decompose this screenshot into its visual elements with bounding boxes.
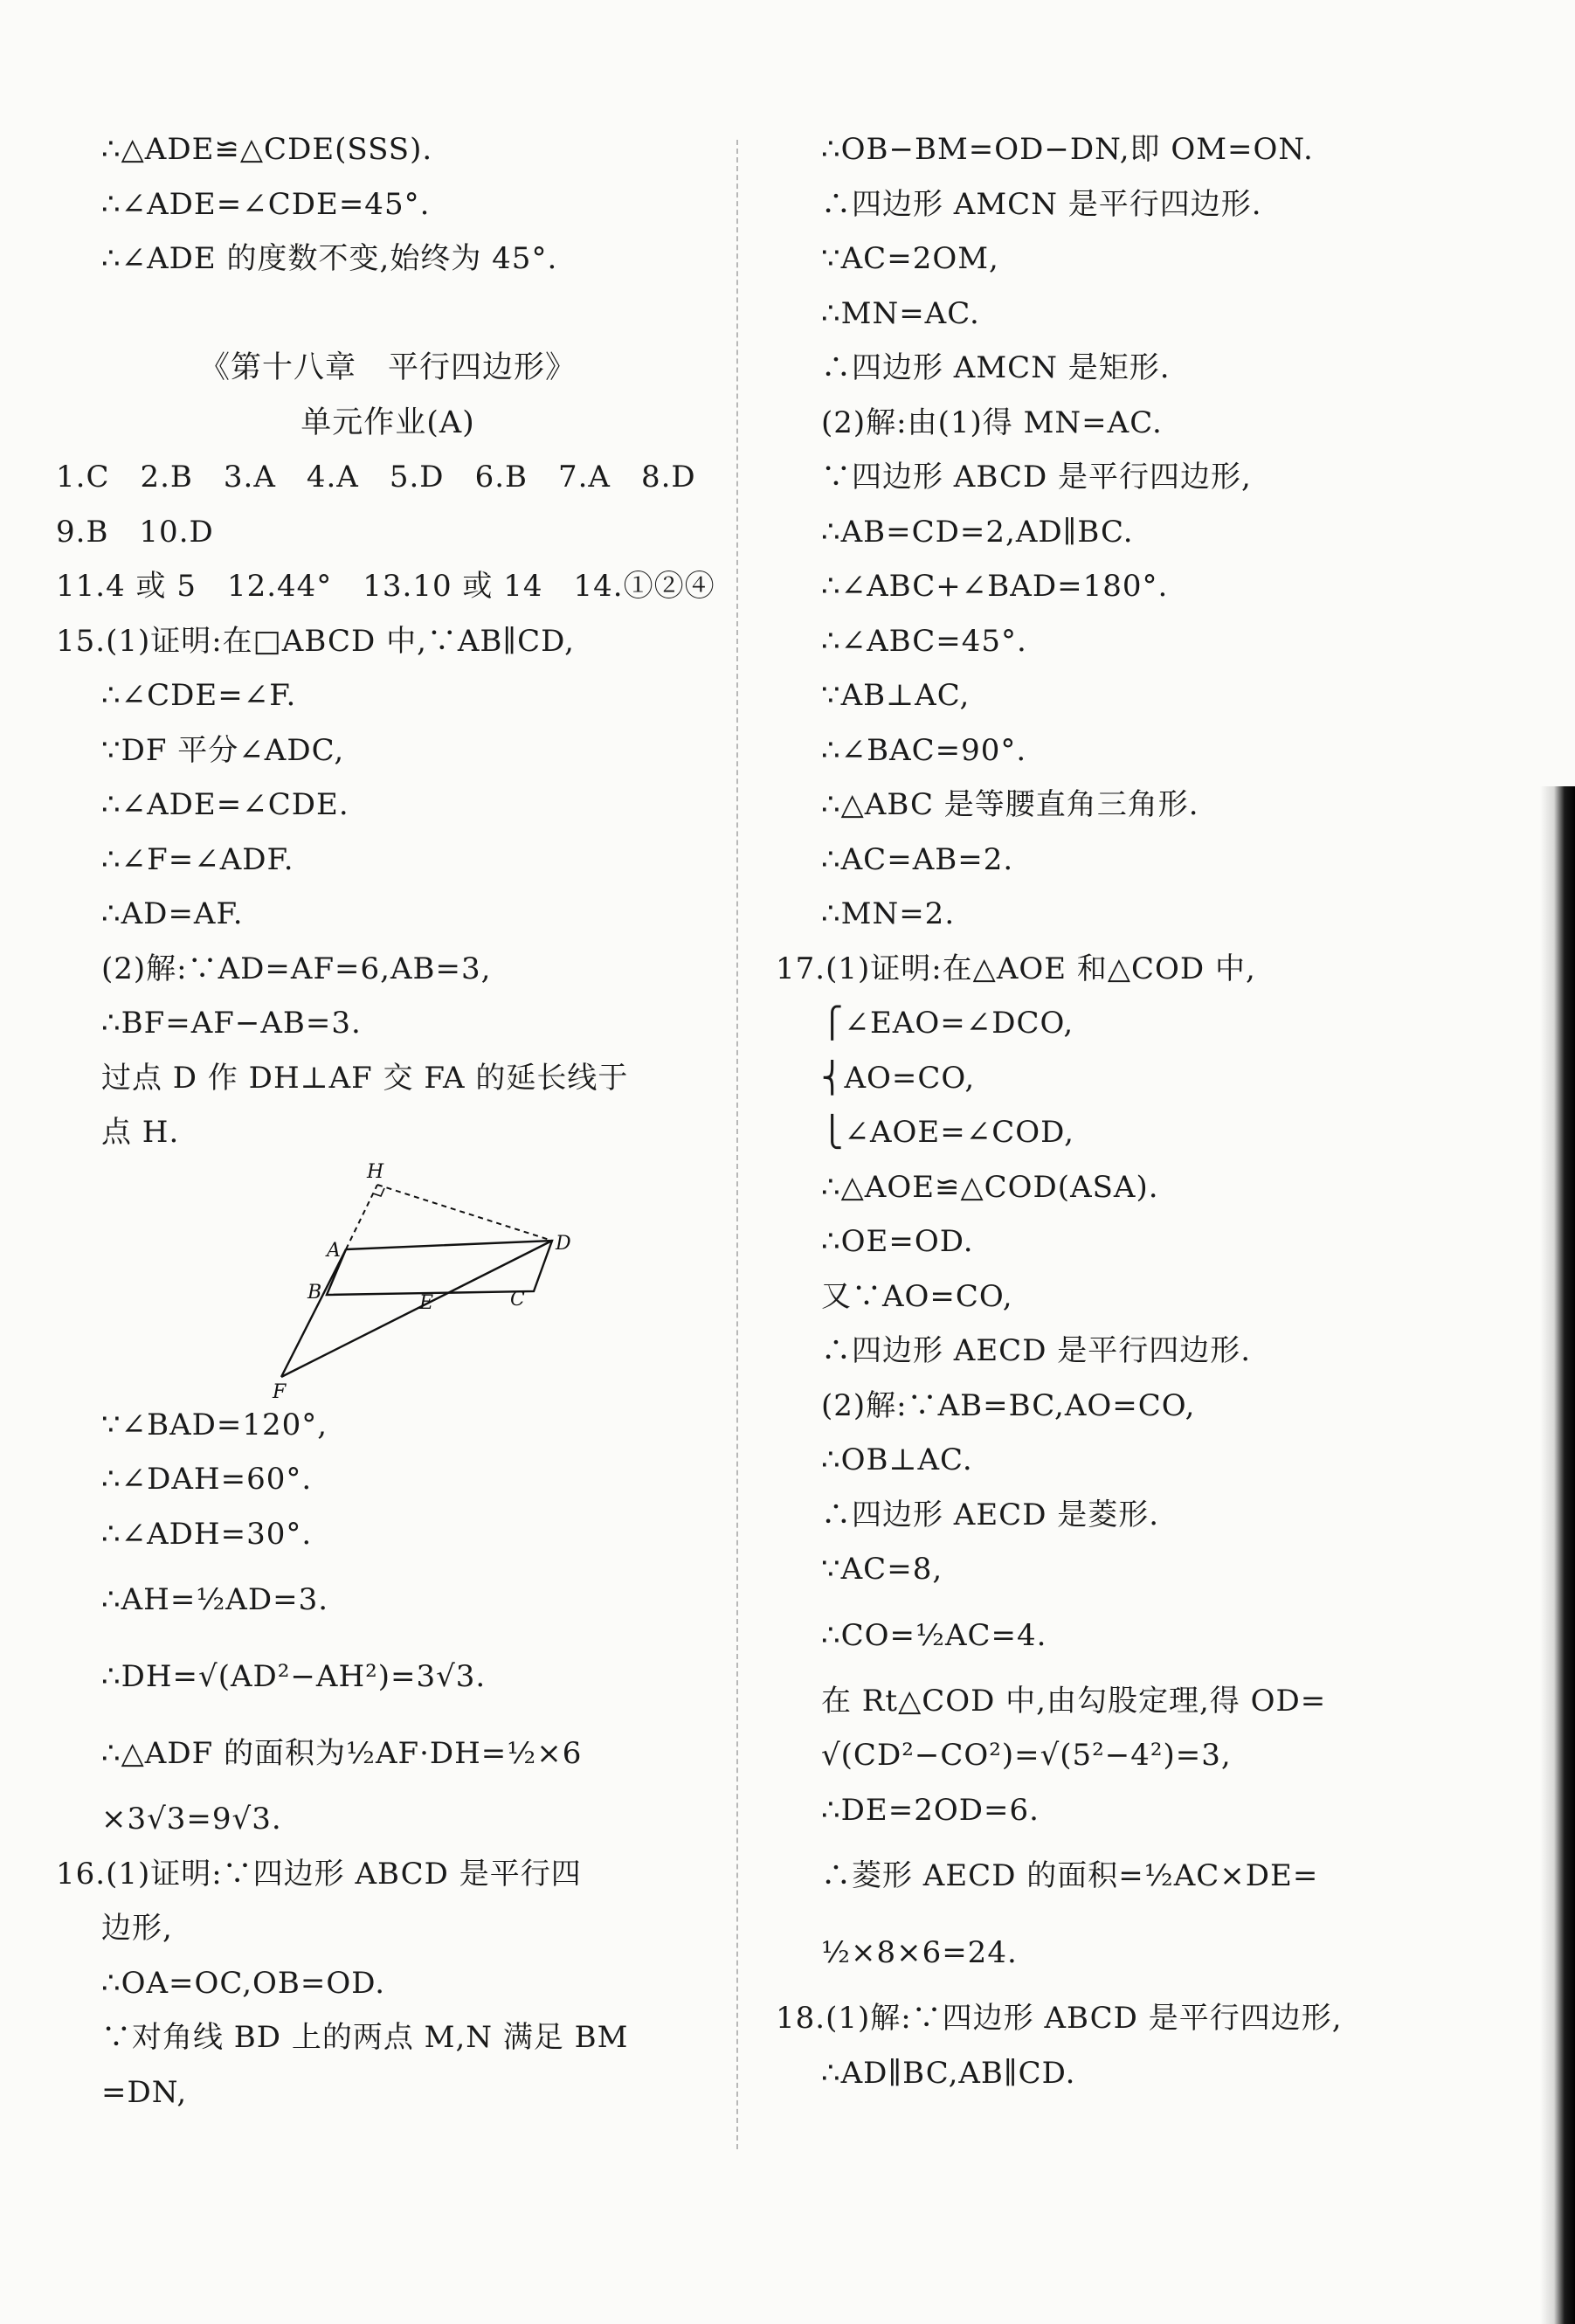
geometry-figure	[56, 1160, 720, 1403]
chapter-heading: 《第十八章 平行四边形》	[198, 350, 577, 385]
text-line: ∴CO=½AC=4.	[821, 1617, 1047, 1653]
text-line: ∵AC=2OM,	[821, 241, 999, 276]
text-line: ∴△ADE≌△CDE(SSS).	[101, 132, 433, 167]
text-line: 17.(1)证明:在△AOE 和△COD 中,	[776, 951, 1256, 986]
text-line: ⎩∠AOE=∠COD,	[821, 1115, 1074, 1150]
text-line: ∴MN=2.	[821, 896, 956, 931]
text-line: 9.B 10.D	[56, 514, 214, 550]
dashed-ha	[346, 1185, 377, 1249]
text-line	[56, 287, 720, 342]
text-line: 16.(1)证明:∵四边形 ABCD 是平行四	[56, 1856, 582, 1892]
text-line: ∵AC=8,	[821, 1552, 943, 1587]
text-line: ∴AD∥BC,AB∥CD.	[821, 2055, 1076, 2091]
text-line: (2)解:∵AB=BC,AO=CO,	[821, 1387, 1196, 1423]
text-line: ∴AB=CD=2,AD∥BC.	[821, 514, 1134, 550]
label-a: A	[327, 1239, 341, 1262]
text-line: ∵AB⊥AC,	[821, 678, 971, 713]
text-line: ∵四边形 ABCD 是平行四边形,	[821, 460, 1252, 495]
text-line: =DN,	[101, 2074, 188, 2110]
text-line: 18.(1)解:∵四边形 ABCD 是平行四边形,	[776, 2001, 1343, 2036]
text-line: ∴AC=AB=2.	[821, 841, 1014, 877]
text-line: ½×8×6=24.	[821, 1935, 1018, 1970]
text-line: ∴四边形 AMCN 是矩形.	[821, 350, 1171, 385]
text-line: ×3√3=9√3.	[101, 1802, 282, 1836]
chapter-heading: 单元作业(A)	[300, 405, 475, 440]
label-f: F	[273, 1380, 287, 1403]
text-line: √(CD²−CO²)=√(5²−4²)=3,	[821, 1738, 1232, 1773]
text-line: ∴OA=OC,OB=OD.	[101, 1965, 386, 2001]
label-c: C	[510, 1288, 525, 1311]
text-line: ⎧∠EAO=∠DCO,	[821, 1006, 1074, 1041]
text-line: ∴△ADF 的面积为½AF·DH=½×6	[101, 1736, 583, 1771]
text-line: ∴∠ABC=45°.	[821, 623, 1027, 659]
text-line: 边形,	[101, 1911, 173, 1946]
text-line: ∴BF=AF−AB=3.	[101, 1006, 362, 1041]
text-line: ∴∠CDE=∠F.	[101, 678, 297, 713]
text-line: ∴∠ADH=30°.	[101, 1516, 313, 1552]
text-line: ∴OB−BM=OD−DN,即 OM=ON.	[821, 132, 1314, 167]
text-line: ∴AH=½AD=3.	[101, 1582, 329, 1617]
label-b: B	[307, 1281, 322, 1304]
dashed-hd	[377, 1185, 552, 1241]
label-e: E	[419, 1291, 434, 1314]
text-line: ∴DH=√(AD²−AH²)=3√3.	[101, 1659, 487, 1694]
text-line: (2)解:由(1)得 MN=AC.	[821, 405, 1163, 440]
text-line: ∴∠ADE=∠CDE=45°.	[101, 186, 431, 222]
right-column	[776, 122, 1457, 2100]
text-line: 1.C 2.B 3.A 4.A 5.D 6.B 7.A 8.D	[56, 460, 696, 495]
page-edge-shadow	[1540, 786, 1575, 2324]
text-line: ∴∠F=∠ADF.	[101, 841, 294, 877]
right-angle-mark	[373, 1188, 384, 1196]
line-af	[281, 1249, 346, 1377]
text-line: ∵∠BAD=120°,	[101, 1407, 328, 1442]
text-line: ∴△AOE≌△COD(ASA).	[821, 1169, 1159, 1205]
label-d: D	[556, 1232, 571, 1255]
text-line: ∴DE=2OD=6.	[821, 1792, 1040, 1828]
text-line: ∴菱形 AECD 的面积=½AC×DE=	[821, 1858, 1319, 1893]
text-line: ∴∠BAC=90°.	[821, 732, 1027, 768]
text-line: (2)解:∵AD=AF=6,AB=3,	[101, 951, 492, 986]
text-line: ⎨AO=CO,	[821, 1060, 976, 1096]
text-line: 在 Rt△COD 中,由勾股定理,得 OD=	[821, 1683, 1327, 1719]
text-line: ∴△ABC 是等腰直角三角形.	[821, 787, 1199, 822]
text-line: ∵对角线 BD 上的两点 M,N 满足 BM	[101, 2020, 629, 2055]
right-lines	[776, 122, 1457, 2100]
text-line: 15.(1)证明:在□ABCD 中,∵AB∥CD,	[56, 623, 575, 659]
text-line: 点 H.	[101, 1115, 180, 1150]
left-bottom-lines	[56, 1398, 720, 2120]
column-divider	[736, 140, 738, 2149]
text-line: ∴∠ADE 的度数不变,始终为 45°.	[101, 241, 558, 276]
text-line: ∴∠ABC+∠BAD=180°.	[821, 569, 1169, 604]
left-top-lines	[56, 122, 720, 1160]
label-h: H	[367, 1160, 384, 1183]
parallelogram-abcd	[327, 1241, 552, 1295]
text-line: ∴∠DAH=60°.	[101, 1462, 313, 1497]
text-line: 11.4 或 5 12.44° 13.10 或 14 14.①②④	[56, 569, 715, 604]
text-line: ∴OE=OD.	[821, 1224, 974, 1259]
text-line: 又∵AO=CO,	[821, 1278, 1013, 1314]
parallelogram-diagram	[248, 1160, 571, 1403]
text-line: ∴MN=AC.	[821, 295, 980, 331]
text-line: ∴∠ADE=∠CDE.	[101, 787, 349, 822]
text-line: ∴四边形 AECD 是菱形.	[821, 1497, 1160, 1532]
left-column	[56, 122, 720, 2120]
text-line: ∴四边形 AMCN 是平行四边形.	[821, 186, 1262, 222]
text-line: ∵DF 平分∠ADC,	[101, 732, 345, 768]
text-line: 过点 D 作 DH⊥AF 交 FA 的延长线于	[101, 1060, 629, 1096]
text-line: ∴四边形 AECD 是平行四边形.	[821, 1333, 1252, 1368]
text-line: ∴AD=AF.	[101, 896, 244, 931]
text-line: ∴OB⊥AC.	[821, 1442, 973, 1477]
